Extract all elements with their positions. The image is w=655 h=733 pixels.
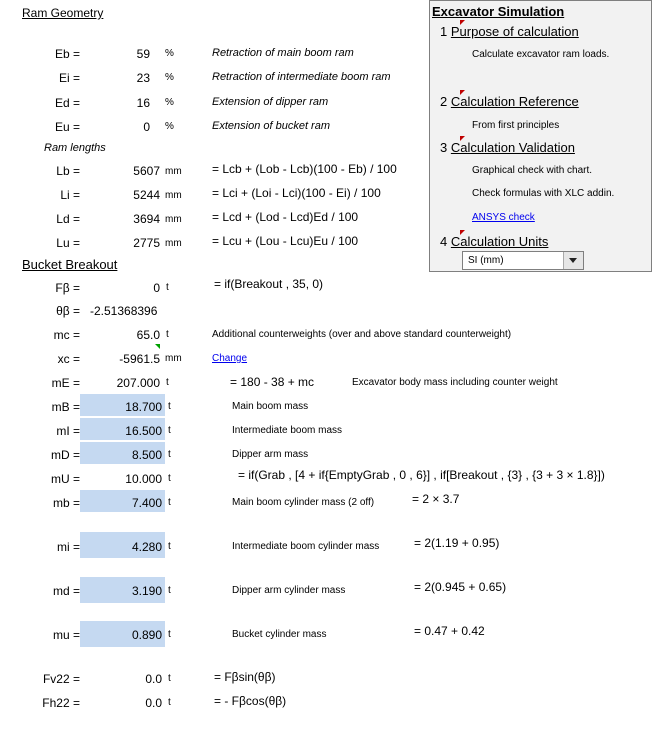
section-3-number: 3 <box>440 140 448 155</box>
fv22-value: 0.0 <box>145 672 162 686</box>
fv22-formula: = Fβsin(θβ) <box>214 670 276 684</box>
cyl-b-desc: Main boom cylinder mass (2 off) <box>232 497 375 508</box>
lu-label: Lu = <box>56 236 80 250</box>
lu-value: 2775 <box>133 236 160 250</box>
cyl-i-label: mi = <box>56 540 80 554</box>
cyl-i-value[interactable]: 4.280 <box>131 540 162 554</box>
section-3-title: Calculation Validation <box>450 140 575 155</box>
xc-value: -5961.5 <box>119 352 160 366</box>
eu-desc: Extension of bucket ram <box>212 120 331 132</box>
me-label: mE = <box>51 376 80 390</box>
section-2-number: 2 <box>440 94 448 109</box>
section-2-title: Calculation Reference <box>450 94 579 109</box>
cyl-u-label: mu = <box>52 628 80 642</box>
ld-unit: mm <box>165 214 182 225</box>
section-2-heading <box>440 94 579 109</box>
md-mass-unit: t <box>168 449 171 460</box>
cyl-d-unit: t <box>168 585 171 596</box>
lb-formula: = Lcb + (Lob - Lcb)(100 - Eb) / 100 <box>212 162 397 176</box>
li-formula: = Lci + (Loi - Lci)(100 - Ei) / 100 <box>212 186 381 200</box>
lb-label: Lb = <box>56 164 80 178</box>
units-dropdown[interactable] <box>462 251 584 270</box>
theta-label: θβ = <box>56 304 80 318</box>
section-4-number: 4 <box>440 234 448 249</box>
md-mass-desc: Dipper arm mass <box>232 449 309 460</box>
mi-mass-desc: Intermediate boom mass <box>232 425 343 436</box>
ram-geometry-title: Ram Geometry <box>22 6 104 20</box>
eb-value[interactable]: 59 <box>136 47 150 61</box>
section-4-title: Calculation Units <box>450 234 549 249</box>
section-1-heading <box>440 24 579 39</box>
green-note-marker <box>155 344 160 349</box>
fh22-unit: t <box>168 697 171 708</box>
fv22-label: Fv22 = <box>42 672 80 686</box>
mb-mass-unit: t <box>168 401 171 412</box>
lb-unit: mm <box>165 166 182 177</box>
ed-unit: % <box>165 97 174 108</box>
section-4-heading <box>440 234 548 249</box>
li-unit: mm <box>165 190 182 201</box>
mc-value[interactable]: 65.0 <box>136 328 160 342</box>
change-link[interactable]: Change <box>212 353 248 364</box>
panel-title: Excavator Simulation <box>432 4 565 19</box>
section-1-text: Calculate excavator ram loads. <box>472 49 610 60</box>
lu-unit: mm <box>165 238 182 249</box>
me-value: 207.000 <box>116 376 160 390</box>
cyl-b-label: mb = <box>52 496 80 510</box>
section-1-title: Purpose of calculation <box>450 24 579 39</box>
mb-mass-label: mB = <box>51 400 80 414</box>
fb-label: Fβ = <box>55 281 80 295</box>
cyl-i-formula: = 2(1.19 + 0.95) <box>414 536 500 550</box>
mb-mass-desc: Main boom mass <box>232 401 309 412</box>
cyl-i-unit: t <box>168 541 171 552</box>
bucket-breakout-title: Bucket Breakout <box>22 257 118 272</box>
ed-value[interactable]: 16 <box>136 96 150 110</box>
section-2-text: From first principles <box>472 120 560 131</box>
cyl-d-desc: Dipper arm cylinder mass <box>232 585 346 596</box>
mi-mass-label: mI = <box>56 424 80 438</box>
fb-formula: = if(Breakout , 35, 0) <box>214 277 324 291</box>
fh22-label: Fh22 = <box>42 696 80 710</box>
mc-label: mc = <box>53 328 80 342</box>
md-mass-label: mD = <box>50 448 80 462</box>
ed-desc: Extension of dipper ram <box>212 96 329 108</box>
cyl-i-desc: Intermediate boom cylinder mass <box>232 541 380 552</box>
md-mass-value[interactable]: 8.500 <box>131 448 162 462</box>
ld-formula: = Lcd + (Lod - Lcd)Ed / 100 <box>212 210 359 224</box>
li-value: 5244 <box>133 188 160 202</box>
cyl-u-unit: t <box>168 629 171 640</box>
section-3-text-2: Check formulas with XLC addin. <box>472 188 615 199</box>
cyl-b-formula: = 2 × 3.7 <box>412 492 460 506</box>
cyl-u-formula: = 0.47 + 0.42 <box>414 624 485 638</box>
units-dropdown-value: SI (mm) <box>468 255 504 266</box>
me-desc: Excavator body mass including counter weight <box>352 377 558 388</box>
fh22-value: 0.0 <box>145 696 162 710</box>
fv22-unit: t <box>168 673 171 684</box>
cyl-u-desc: Bucket cylinder mass <box>232 629 327 640</box>
mu-value: 10.000 <box>125 472 162 486</box>
cyl-u-value[interactable]: 0.890 <box>131 628 162 642</box>
mu-unit: t <box>168 473 171 484</box>
ei-label: Ei = <box>58 71 80 85</box>
ld-label: Ld = <box>56 212 80 226</box>
mb-mass-value[interactable]: 18.700 <box>125 400 162 414</box>
mu-label: mU = <box>50 472 80 486</box>
cyl-b-unit: t <box>168 497 171 508</box>
cyl-d-value[interactable]: 3.190 <box>131 584 162 598</box>
mc-desc: Additional counterweights (over and above standard counterweight) <box>212 329 512 340</box>
units-dropdown-button[interactable] <box>563 252 583 269</box>
cyl-d-label: md = <box>52 584 80 598</box>
mi-mass-value[interactable]: 16.500 <box>125 424 162 438</box>
li-label: Li = <box>60 188 80 202</box>
cyl-d-formula: = 2(0.945 + 0.65) <box>414 580 507 594</box>
ld-value: 3694 <box>133 212 160 226</box>
me-formula: = 180 - 38 + mc <box>230 375 315 389</box>
section-1-number: 1 <box>440 24 448 39</box>
chevron-down-icon <box>569 258 577 263</box>
lu-formula: = Lcu + (Lou - Lcu)Eu / 100 <box>212 234 359 248</box>
eu-unit: % <box>165 121 174 132</box>
xc-label: xc = <box>57 352 80 366</box>
fh22-formula: = - Fβcos(θβ) <box>214 694 287 708</box>
mi-mass-unit: t <box>168 425 171 436</box>
ei-desc: Retraction of intermediate boom ram <box>212 71 391 83</box>
me-unit: t <box>166 377 169 388</box>
eb-unit: % <box>165 48 174 59</box>
fb-unit: t <box>166 282 169 293</box>
xc-unit: mm <box>165 353 182 364</box>
ansys-check-link[interactable]: ANSYS check <box>472 212 535 223</box>
ed-label: Ed = <box>54 96 80 110</box>
ei-value[interactable]: 23 <box>136 71 150 85</box>
ram-lengths-title: Ram lengths <box>44 142 106 154</box>
eu-label: Eu = <box>54 120 80 134</box>
eu-value[interactable]: 0 <box>143 120 150 134</box>
theta-value: -2.51368396 <box>90 304 158 318</box>
fb-value: 0 <box>153 281 160 295</box>
section-3-text-1: Graphical check with chart. <box>472 165 593 176</box>
eb-label: Eb = <box>54 47 80 61</box>
section-3-heading <box>440 140 575 155</box>
mc-unit: t <box>166 329 169 340</box>
eb-desc: Retraction of main boom ram <box>212 47 354 59</box>
cyl-b-value[interactable]: 7.400 <box>131 496 162 510</box>
lb-value: 5607 <box>133 164 160 178</box>
ei-unit: % <box>165 72 174 83</box>
mu-formula: = if(Grab , [4 + if{EmptyGrab , 0 , 6}] , if[Breakout , {3} , {3 + 3 × 1.8}]) <box>238 468 605 482</box>
